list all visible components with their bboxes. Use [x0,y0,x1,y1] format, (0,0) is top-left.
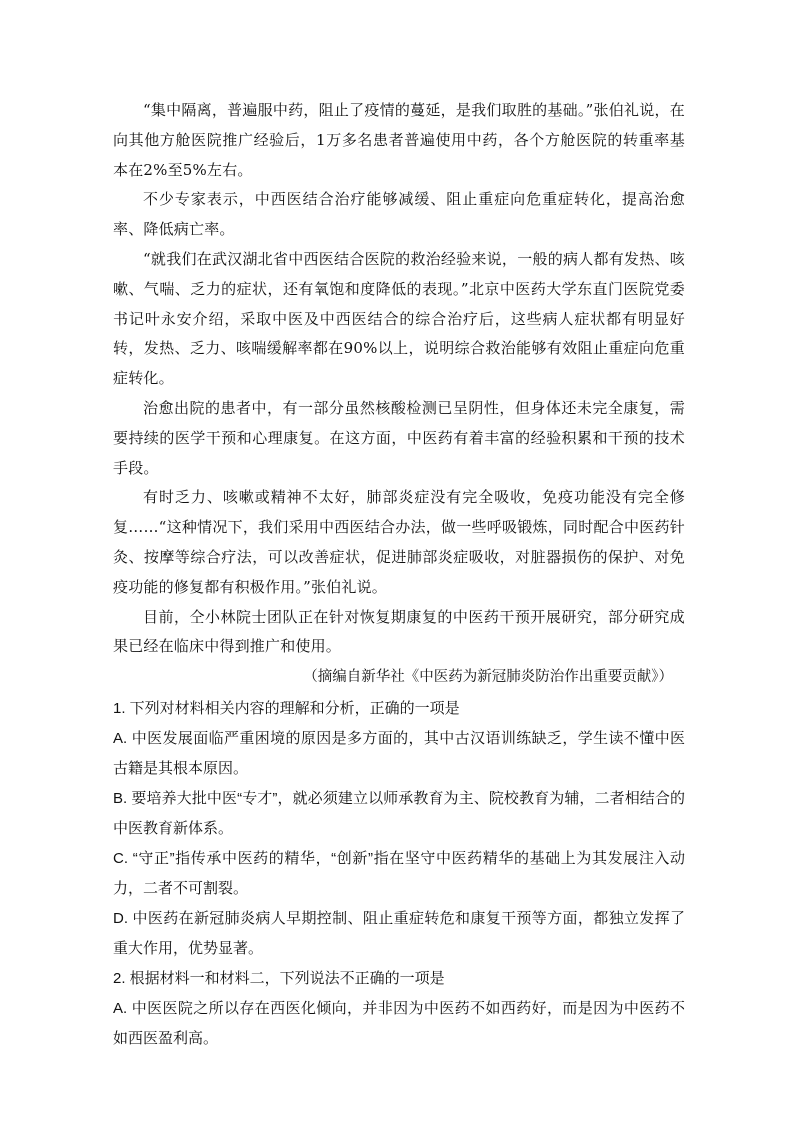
source-citation: （摘编自新华社《中医药为新冠肺炎防治作出重要贡献》） [303,669,673,686]
document-page [113,96,685,1054]
passage-paragraph-1: “集中隔离，普遍服中药，阻止了疫情的蔓延，是我们取胜的基础。”张伯礼说，在向其他方舱医院推广经验后，1万多名患者普遍使用中药，各个方舱医院的转重率基本在2%至5%左右。 [113,101,685,179]
question-option-c: C. “守正”指传承中医药的精华，“创新”指在坚守中医药精华的基础上为其发展注入动力，二者不可割裂。 [113,850,685,898]
question-stem: 1. 下列对材料相关内容的理解和分析，正确的一项是 [113,700,460,718]
question-option-a: A. 中医医院之所以存在西医化倾向，并非因为中医药不如西药好，而是因为中医药不如西医盈利高。 [113,1000,685,1048]
passage-paragraph-3: “就我们在武汉湖北省中西医结合医院的救治经验来说，一般的病人都有发热、咳嗽、气喘、乏力的症状，还有氧饱和度降低的表现。”北京中医药大学东直门医院党委书记叶永安介绍，采取中医及中西医结合的综合治疗后，这些病人症状都有明显好转，发热、乏力、咳喘缓解率都在90%以上，说明综合救治能够有效阻止重症向危重症转化。 [113,249,685,388]
question-option-b: B. 要培养大批中医“专才”，就必须建立以师承教育为主、院校教育为辅，二者相结合的中医教育新体系。 [113,790,685,838]
reading-passage [113,96,685,662]
passage-paragraph-4: 治愈出院的患者中，有一部分虽然核酸检测已呈阴性，但身体还未完全康复，需要持续的医学干预和心理康复。在这方面，中医药有着丰富的经验积累和干预的技术手段。 [113,398,685,477]
question-2 [113,964,685,1054]
question-list [113,694,685,1054]
passage-paragraph-2: 不少专家表示，中西医结合治疗能够减缓、阻止重症向危重症转化，提高治愈率、降低病亡率。 [113,190,685,239]
question-option-a: A. 中医发展面临严重困境的原因是多方面的，其中古汉语训练缺乏，学生读不懂中医古籍是其根本原因。 [113,730,685,778]
question-1 [113,694,685,964]
passage-paragraph-6: 目前，仝小林院士团队正在针对恢复期康复的中医药干预开展研究，部分研究成果已经在临床中得到推广和使用。 [113,607,685,656]
passage-paragraph-5: 有时乏力、咳嗽或精神不太好，肺部炎症没有完全吸收，免疫功能没有完全修复……“这种情况下，我们采用中西医结合办法，做一些呼吸锻炼，同时配合中医药针灸、按摩等综合疗法，可以改善症状，促进肺部炎症吸收，对脏器损伤的保护、对免疫功能的修复都有积极作用。”张伯礼说。 [113,488,685,596]
question-stem: 2. 根据材料一和材料二，下列说法不正确的一项是 [113,970,445,988]
question-option-d: D. 中医药在新冠肺炎病人早期控制、阻止重症转危和康复干预等方面，都独立发挥了重大作用，优势显著。 [113,910,685,958]
